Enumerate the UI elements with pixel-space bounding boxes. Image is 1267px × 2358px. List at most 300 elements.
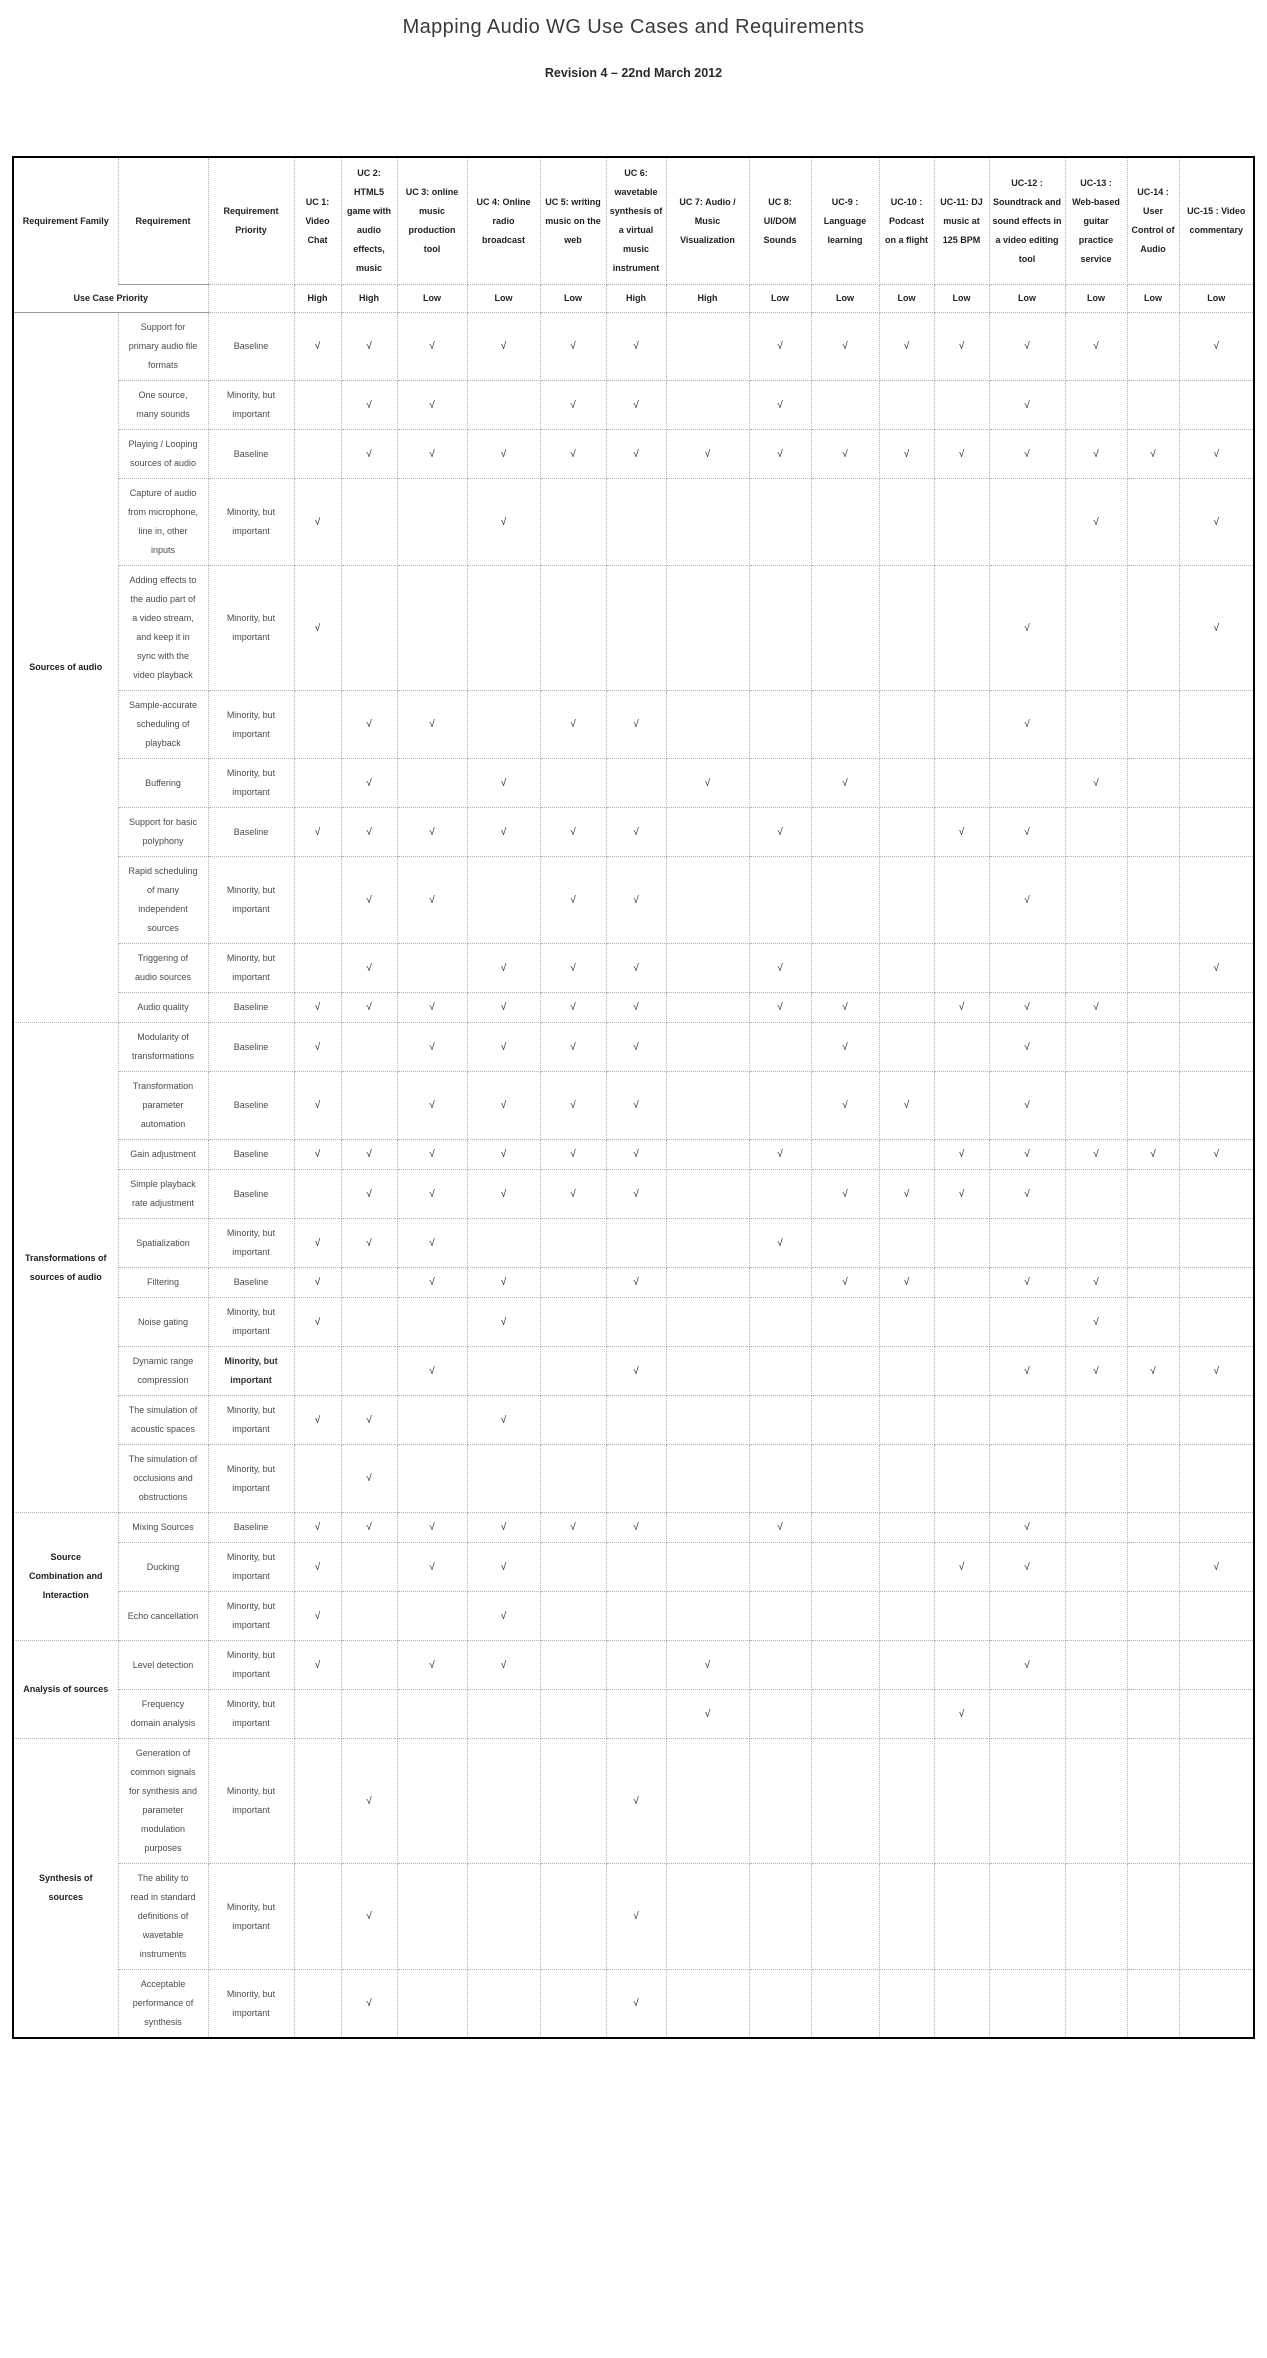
check-cell-uc-13: √ [1065,1140,1127,1170]
col-header-uc-15: UC-15 : Video commentary [1179,157,1254,285]
check-cell-uc-8 [749,857,811,944]
check-cell-uc-5: √ [540,1513,606,1543]
check-cell-uc-11: √ [934,313,989,381]
col-header-uc-1: UC 1: Video Chat [294,157,341,285]
uc-priority-uc-3: Low [397,285,467,313]
check-cell-uc-5 [540,479,606,566]
requirement-row [13,381,1254,430]
check-cell-uc-14 [1127,381,1179,430]
check-cell-uc-9 [811,1864,879,1970]
check-cell-uc-4: √ [467,1268,540,1298]
requirement-priority: Minority, but important [208,381,294,430]
check-cell-uc-8: √ [749,381,811,430]
check-cell-uc-3: √ [397,1543,467,1592]
check-cell-uc-7 [666,1864,749,1970]
check-cell-uc-2 [341,1347,397,1396]
check-cell-uc-7 [666,1023,749,1072]
uc-priority-uc-2: High [341,285,397,313]
col-header-uc-5: UC 5: writing music on the web [540,157,606,285]
check-cell-uc-11 [934,1592,989,1641]
check-cell-uc-14 [1127,1690,1179,1739]
check-cell-uc-13: √ [1065,759,1127,808]
check-cell-uc-8: √ [749,993,811,1023]
requirement-name: Sample-accurate scheduling of playback [118,691,208,759]
col-header-uc-10: UC-10 : Podcast on a flight [879,157,934,285]
requirement-priority: Minority, but important [208,944,294,993]
requirement-name: Frequency domain analysis [118,1690,208,1739]
uc-priority-uc-11: Low [934,285,989,313]
check-cell-uc-12: √ [989,381,1065,430]
check-cell-uc-7 [666,1592,749,1641]
check-cell-uc-4: √ [467,1170,540,1219]
family-label: Analysis of sources [13,1641,118,1739]
requirement-priority: Baseline [208,1072,294,1140]
check-cell-uc-8: √ [749,944,811,993]
requirement-name: Noise gating [118,1298,208,1347]
col-header-requirement-family: Requirement Family [13,157,118,285]
check-cell-uc-4: √ [467,479,540,566]
check-cell-uc-10 [879,1970,934,2039]
use-case-priority-row [13,285,1254,313]
check-cell-uc-7 [666,1739,749,1864]
check-cell-uc-8 [749,1970,811,2039]
check-cell-uc-1: √ [294,808,341,857]
check-cell-uc-7 [666,479,749,566]
check-cell-uc-11 [934,759,989,808]
check-cell-uc-5: √ [540,430,606,479]
requirement-priority: Minority, but important [208,1592,294,1641]
check-cell-uc-9 [811,1513,879,1543]
requirement-priority: Minority, but important [208,1298,294,1347]
check-cell-uc-4: √ [467,313,540,381]
requirement-row [13,1543,1254,1592]
check-cell-uc-4: √ [467,993,540,1023]
check-cell-uc-2: √ [341,1970,397,2039]
requirement-row [13,1219,1254,1268]
check-cell-uc-8 [749,1072,811,1140]
check-cell-uc-5 [540,1864,606,1970]
check-cell-uc-1 [294,381,341,430]
requirement-row [13,1864,1254,1970]
check-cell-uc-13 [1065,1396,1127,1445]
check-cell-uc-10 [879,1298,934,1347]
check-cell-uc-14 [1127,691,1179,759]
check-cell-uc-7 [666,1219,749,1268]
check-cell-uc-1: √ [294,993,341,1023]
check-cell-uc-11 [934,1970,989,2039]
requirement-priority: Minority, but important [208,1864,294,1970]
check-cell-uc-8: √ [749,1140,811,1170]
check-cell-uc-9: √ [811,313,879,381]
check-cell-uc-1 [294,1970,341,2039]
check-cell-uc-14 [1127,1513,1179,1543]
uc-priority-uc-7: High [666,285,749,313]
check-cell-uc-15 [1179,1739,1254,1864]
requirement-name: The ability to read in standard definitions of wavetable instruments [118,1864,208,1970]
check-cell-uc-7: √ [666,1641,749,1690]
check-cell-uc-15: √ [1179,944,1254,993]
check-cell-uc-15 [1179,1592,1254,1641]
check-cell-uc-4 [467,1864,540,1970]
check-cell-uc-9: √ [811,1072,879,1140]
check-cell-uc-5: √ [540,691,606,759]
check-cell-uc-12: √ [989,857,1065,944]
check-cell-uc-5 [540,1641,606,1690]
check-cell-uc-1 [294,1170,341,1219]
check-cell-uc-8: √ [749,1513,811,1543]
family-label: Transformations of sources of audio [13,1023,118,1513]
check-cell-uc-15 [1179,1170,1254,1219]
check-cell-uc-9 [811,1219,879,1268]
check-cell-uc-5 [540,1690,606,1739]
check-cell-uc-10 [879,1641,934,1690]
check-cell-uc-13 [1065,1690,1127,1739]
check-cell-uc-14 [1127,1592,1179,1641]
requirement-name: Spatialization [118,1219,208,1268]
check-cell-uc-10 [879,1592,934,1641]
check-cell-uc-8 [749,1641,811,1690]
check-cell-uc-6: √ [606,1347,666,1396]
check-cell-uc-13 [1065,1170,1127,1219]
check-cell-uc-12: √ [989,1268,1065,1298]
check-cell-uc-9 [811,1543,879,1592]
check-cell-uc-3: √ [397,430,467,479]
check-cell-uc-5: √ [540,1023,606,1072]
check-cell-uc-15 [1179,1072,1254,1140]
check-cell-uc-8 [749,1543,811,1592]
requirement-row [13,1170,1254,1219]
check-cell-uc-14 [1127,759,1179,808]
check-cell-uc-9 [811,1396,879,1445]
check-cell-uc-14 [1127,566,1179,691]
requirement-row [13,1072,1254,1140]
check-cell-uc-14 [1127,1170,1179,1219]
check-cell-uc-9 [811,1970,879,2039]
check-cell-uc-6 [606,1298,666,1347]
check-cell-uc-5: √ [540,1140,606,1170]
check-cell-uc-14 [1127,1219,1179,1268]
check-cell-uc-3: √ [397,1641,467,1690]
check-cell-uc-4 [467,1219,540,1268]
check-cell-uc-5 [540,1396,606,1445]
check-cell-uc-3 [397,1864,467,1970]
check-cell-uc-3: √ [397,381,467,430]
check-cell-uc-14 [1127,1298,1179,1347]
requirement-name: Level detection [118,1641,208,1690]
check-cell-uc-10 [879,479,934,566]
check-cell-uc-5 [540,1970,606,2039]
check-cell-uc-5: √ [540,381,606,430]
check-cell-uc-6: √ [606,857,666,944]
check-cell-uc-1 [294,691,341,759]
requirement-name: Acceptable performance of synthesis [118,1970,208,2039]
col-header-requirement-priority: Requirement Priority [208,157,294,285]
check-cell-uc-12 [989,1970,1065,2039]
check-cell-uc-9 [811,1298,879,1347]
check-cell-uc-14 [1127,1023,1179,1072]
check-cell-uc-4: √ [467,759,540,808]
check-cell-uc-15 [1179,1268,1254,1298]
check-cell-uc-11: √ [934,808,989,857]
check-cell-uc-14 [1127,313,1179,381]
requirement-row [13,479,1254,566]
check-cell-uc-6: √ [606,808,666,857]
check-cell-uc-15 [1179,1023,1254,1072]
check-cell-uc-13 [1065,1072,1127,1140]
check-cell-uc-10 [879,857,934,944]
check-cell-uc-8 [749,1347,811,1396]
requirement-row [13,430,1254,479]
page-title: Mapping Audio WG Use Cases and Requirements [402,16,865,38]
check-cell-uc-1 [294,1739,341,1864]
check-cell-uc-2: √ [341,1140,397,1170]
check-cell-uc-15 [1179,1298,1254,1347]
check-cell-uc-2: √ [341,1864,397,1970]
check-cell-uc-1: √ [294,1543,341,1592]
requirement-row [13,1641,1254,1690]
check-cell-uc-14: √ [1127,1347,1179,1396]
check-cell-uc-1: √ [294,313,341,381]
check-cell-uc-11 [934,944,989,993]
check-cell-uc-9 [811,1445,879,1513]
check-cell-uc-1: √ [294,1268,341,1298]
requirement-row [13,1023,1254,1072]
check-cell-uc-15 [1179,857,1254,944]
check-cell-uc-6: √ [606,993,666,1023]
check-cell-uc-8: √ [749,808,811,857]
check-cell-uc-5: √ [540,1170,606,1219]
check-cell-uc-3 [397,1592,467,1641]
check-cell-uc-6: √ [606,1970,666,2039]
check-cell-uc-8 [749,1298,811,1347]
check-cell-uc-7: √ [666,759,749,808]
requirement-name: Adding effects to the audio part of a video stream, and keep it in sync with the video playback [118,566,208,691]
check-cell-uc-9: √ [811,1170,879,1219]
check-cell-uc-7 [666,1347,749,1396]
check-cell-uc-13 [1065,1970,1127,2039]
check-cell-uc-13: √ [1065,1347,1127,1396]
check-cell-uc-5 [540,1739,606,1864]
check-cell-uc-9 [811,479,879,566]
check-cell-uc-11 [934,691,989,759]
col-header-uc-12: UC-12 : Soundtrack and sound effects in a video editing tool [989,157,1065,285]
check-cell-uc-13: √ [1065,1268,1127,1298]
check-cell-uc-15 [1179,1641,1254,1690]
check-cell-uc-13 [1065,381,1127,430]
check-cell-uc-8 [749,479,811,566]
check-cell-uc-10 [879,944,934,993]
check-cell-uc-14 [1127,1641,1179,1690]
check-cell-uc-13 [1065,808,1127,857]
check-cell-uc-12: √ [989,1347,1065,1396]
check-cell-uc-1 [294,1445,341,1513]
check-cell-uc-7 [666,691,749,759]
requirement-name: The simulation of acoustic spaces [118,1396,208,1445]
check-cell-uc-11 [934,566,989,691]
check-cell-uc-8: √ [749,313,811,381]
check-cell-uc-14 [1127,1864,1179,1970]
check-cell-uc-10 [879,1445,934,1513]
check-cell-uc-1: √ [294,1396,341,1445]
check-cell-uc-7: √ [666,1690,749,1739]
check-cell-uc-13 [1065,857,1127,944]
check-cell-uc-7 [666,1072,749,1140]
check-cell-uc-4: √ [467,1513,540,1543]
check-cell-uc-2: √ [341,430,397,479]
check-cell-uc-6: √ [606,381,666,430]
check-cell-uc-10 [879,566,934,691]
requirement-priority: Minority, but important [208,1219,294,1268]
requirement-priority: Baseline [208,1140,294,1170]
check-cell-uc-6: √ [606,1140,666,1170]
requirement-priority: Baseline [208,313,294,381]
check-cell-uc-14 [1127,993,1179,1023]
check-cell-uc-11 [934,1023,989,1072]
check-cell-uc-13 [1065,1739,1127,1864]
check-cell-uc-13: √ [1065,1298,1127,1347]
check-cell-uc-1: √ [294,1023,341,1072]
requirement-name: Echo cancellation [118,1592,208,1641]
requirement-priority: Baseline [208,1170,294,1219]
check-cell-uc-14 [1127,1268,1179,1298]
check-cell-uc-2: √ [341,1219,397,1268]
check-cell-uc-4: √ [467,1641,540,1690]
check-cell-uc-12: √ [989,691,1065,759]
check-cell-uc-15 [1179,759,1254,808]
check-cell-uc-13 [1065,1513,1127,1543]
check-cell-uc-12 [989,1445,1065,1513]
check-cell-uc-4: √ [467,1543,540,1592]
check-cell-uc-1 [294,430,341,479]
check-cell-uc-9: √ [811,1268,879,1298]
check-cell-uc-5 [540,1592,606,1641]
requirement-name: Playing / Looping sources of audio [118,430,208,479]
requirement-priority: Minority, but important [208,1690,294,1739]
requirement-row [13,691,1254,759]
check-cell-uc-11: √ [934,1690,989,1739]
check-cell-uc-7 [666,381,749,430]
check-cell-uc-8 [749,1739,811,1864]
check-cell-uc-12 [989,479,1065,566]
requirement-priority: Minority, but important [208,1543,294,1592]
check-cell-uc-11 [934,381,989,430]
check-cell-uc-9 [811,1592,879,1641]
check-cell-uc-4 [467,691,540,759]
check-cell-uc-11 [934,1445,989,1513]
check-cell-uc-2 [341,1641,397,1690]
check-cell-uc-10: √ [879,1170,934,1219]
uc-priority-uc-9: Low [811,285,879,313]
uc-priority-uc-15: Low [1179,285,1254,313]
check-cell-uc-9 [811,381,879,430]
requirement-row [13,1396,1254,1445]
check-cell-uc-4: √ [467,944,540,993]
check-cell-uc-2 [341,1023,397,1072]
requirement-priority: Minority, but important [208,691,294,759]
check-cell-uc-9: √ [811,430,879,479]
requirement-name: Transformation parameter automation [118,1072,208,1140]
check-cell-uc-1 [294,1347,341,1396]
check-cell-uc-11 [934,1641,989,1690]
check-cell-uc-7 [666,1513,749,1543]
check-cell-uc-6 [606,566,666,691]
check-cell-uc-10 [879,1219,934,1268]
requirement-priority: Minority, but important [208,1347,294,1396]
check-cell-uc-6: √ [606,313,666,381]
requirement-row [13,857,1254,944]
check-cell-uc-12: √ [989,1140,1065,1170]
check-cell-uc-1: √ [294,1641,341,1690]
check-cell-uc-13 [1065,944,1127,993]
check-cell-uc-10 [879,808,934,857]
check-cell-uc-11 [934,1864,989,1970]
requirement-priority: Minority, but important [208,479,294,566]
requirement-name: Buffering [118,759,208,808]
check-cell-uc-15 [1179,1970,1254,2039]
requirement-priority: Minority, but important [208,1445,294,1513]
col-header-uc-13: UC-13 : Web-based guitar practice service [1065,157,1127,285]
check-cell-uc-9 [811,944,879,993]
requirement-name: Audio quality [118,993,208,1023]
check-cell-uc-2 [341,1298,397,1347]
uc-priority-uc-6: High [606,285,666,313]
check-cell-uc-9 [811,1347,879,1396]
check-cell-uc-3: √ [397,1513,467,1543]
col-header-requirement: Requirement [118,157,208,285]
col-header-uc-7: UC 7: Audio / Music Visualization [666,157,749,285]
check-cell-uc-8 [749,691,811,759]
check-cell-uc-11 [934,1347,989,1396]
check-cell-uc-10 [879,1690,934,1739]
check-cell-uc-15 [1179,691,1254,759]
check-cell-uc-6 [606,1592,666,1641]
check-cell-uc-8: √ [749,1219,811,1268]
col-header-uc-9: UC-9 : Language learning [811,157,879,285]
check-cell-uc-3 [397,759,467,808]
check-cell-uc-6 [606,1445,666,1513]
check-cell-uc-7 [666,993,749,1023]
check-cell-uc-15 [1179,381,1254,430]
check-cell-uc-2: √ [341,993,397,1023]
check-cell-uc-2 [341,479,397,566]
uc-priority-uc-12: Low [989,285,1065,313]
check-cell-uc-7 [666,1298,749,1347]
check-cell-uc-12 [989,1864,1065,1970]
check-cell-uc-7 [666,1170,749,1219]
check-cell-uc-12: √ [989,1641,1065,1690]
check-cell-uc-13: √ [1065,313,1127,381]
check-cell-uc-8 [749,759,811,808]
check-cell-uc-15 [1179,1513,1254,1543]
check-cell-uc-2: √ [341,1513,397,1543]
check-cell-uc-9 [811,857,879,944]
check-cell-uc-10 [879,759,934,808]
check-cell-uc-9: √ [811,993,879,1023]
requirement-name: Support for primary audio file formats [118,313,208,381]
family-label: Synthesis of sources [13,1739,118,2039]
check-cell-uc-5: √ [540,944,606,993]
requirement-name: Rapid scheduling of many independent sources [118,857,208,944]
requirement-priority: Minority, but important [208,566,294,691]
check-cell-uc-14 [1127,1396,1179,1445]
check-cell-uc-2: √ [341,381,397,430]
requirement-row [13,993,1254,1023]
requirement-name: One source, many sounds [118,381,208,430]
check-cell-uc-4: √ [467,1298,540,1347]
check-cell-uc-12 [989,1219,1065,1268]
check-cell-uc-15 [1179,808,1254,857]
check-cell-uc-2: √ [341,857,397,944]
